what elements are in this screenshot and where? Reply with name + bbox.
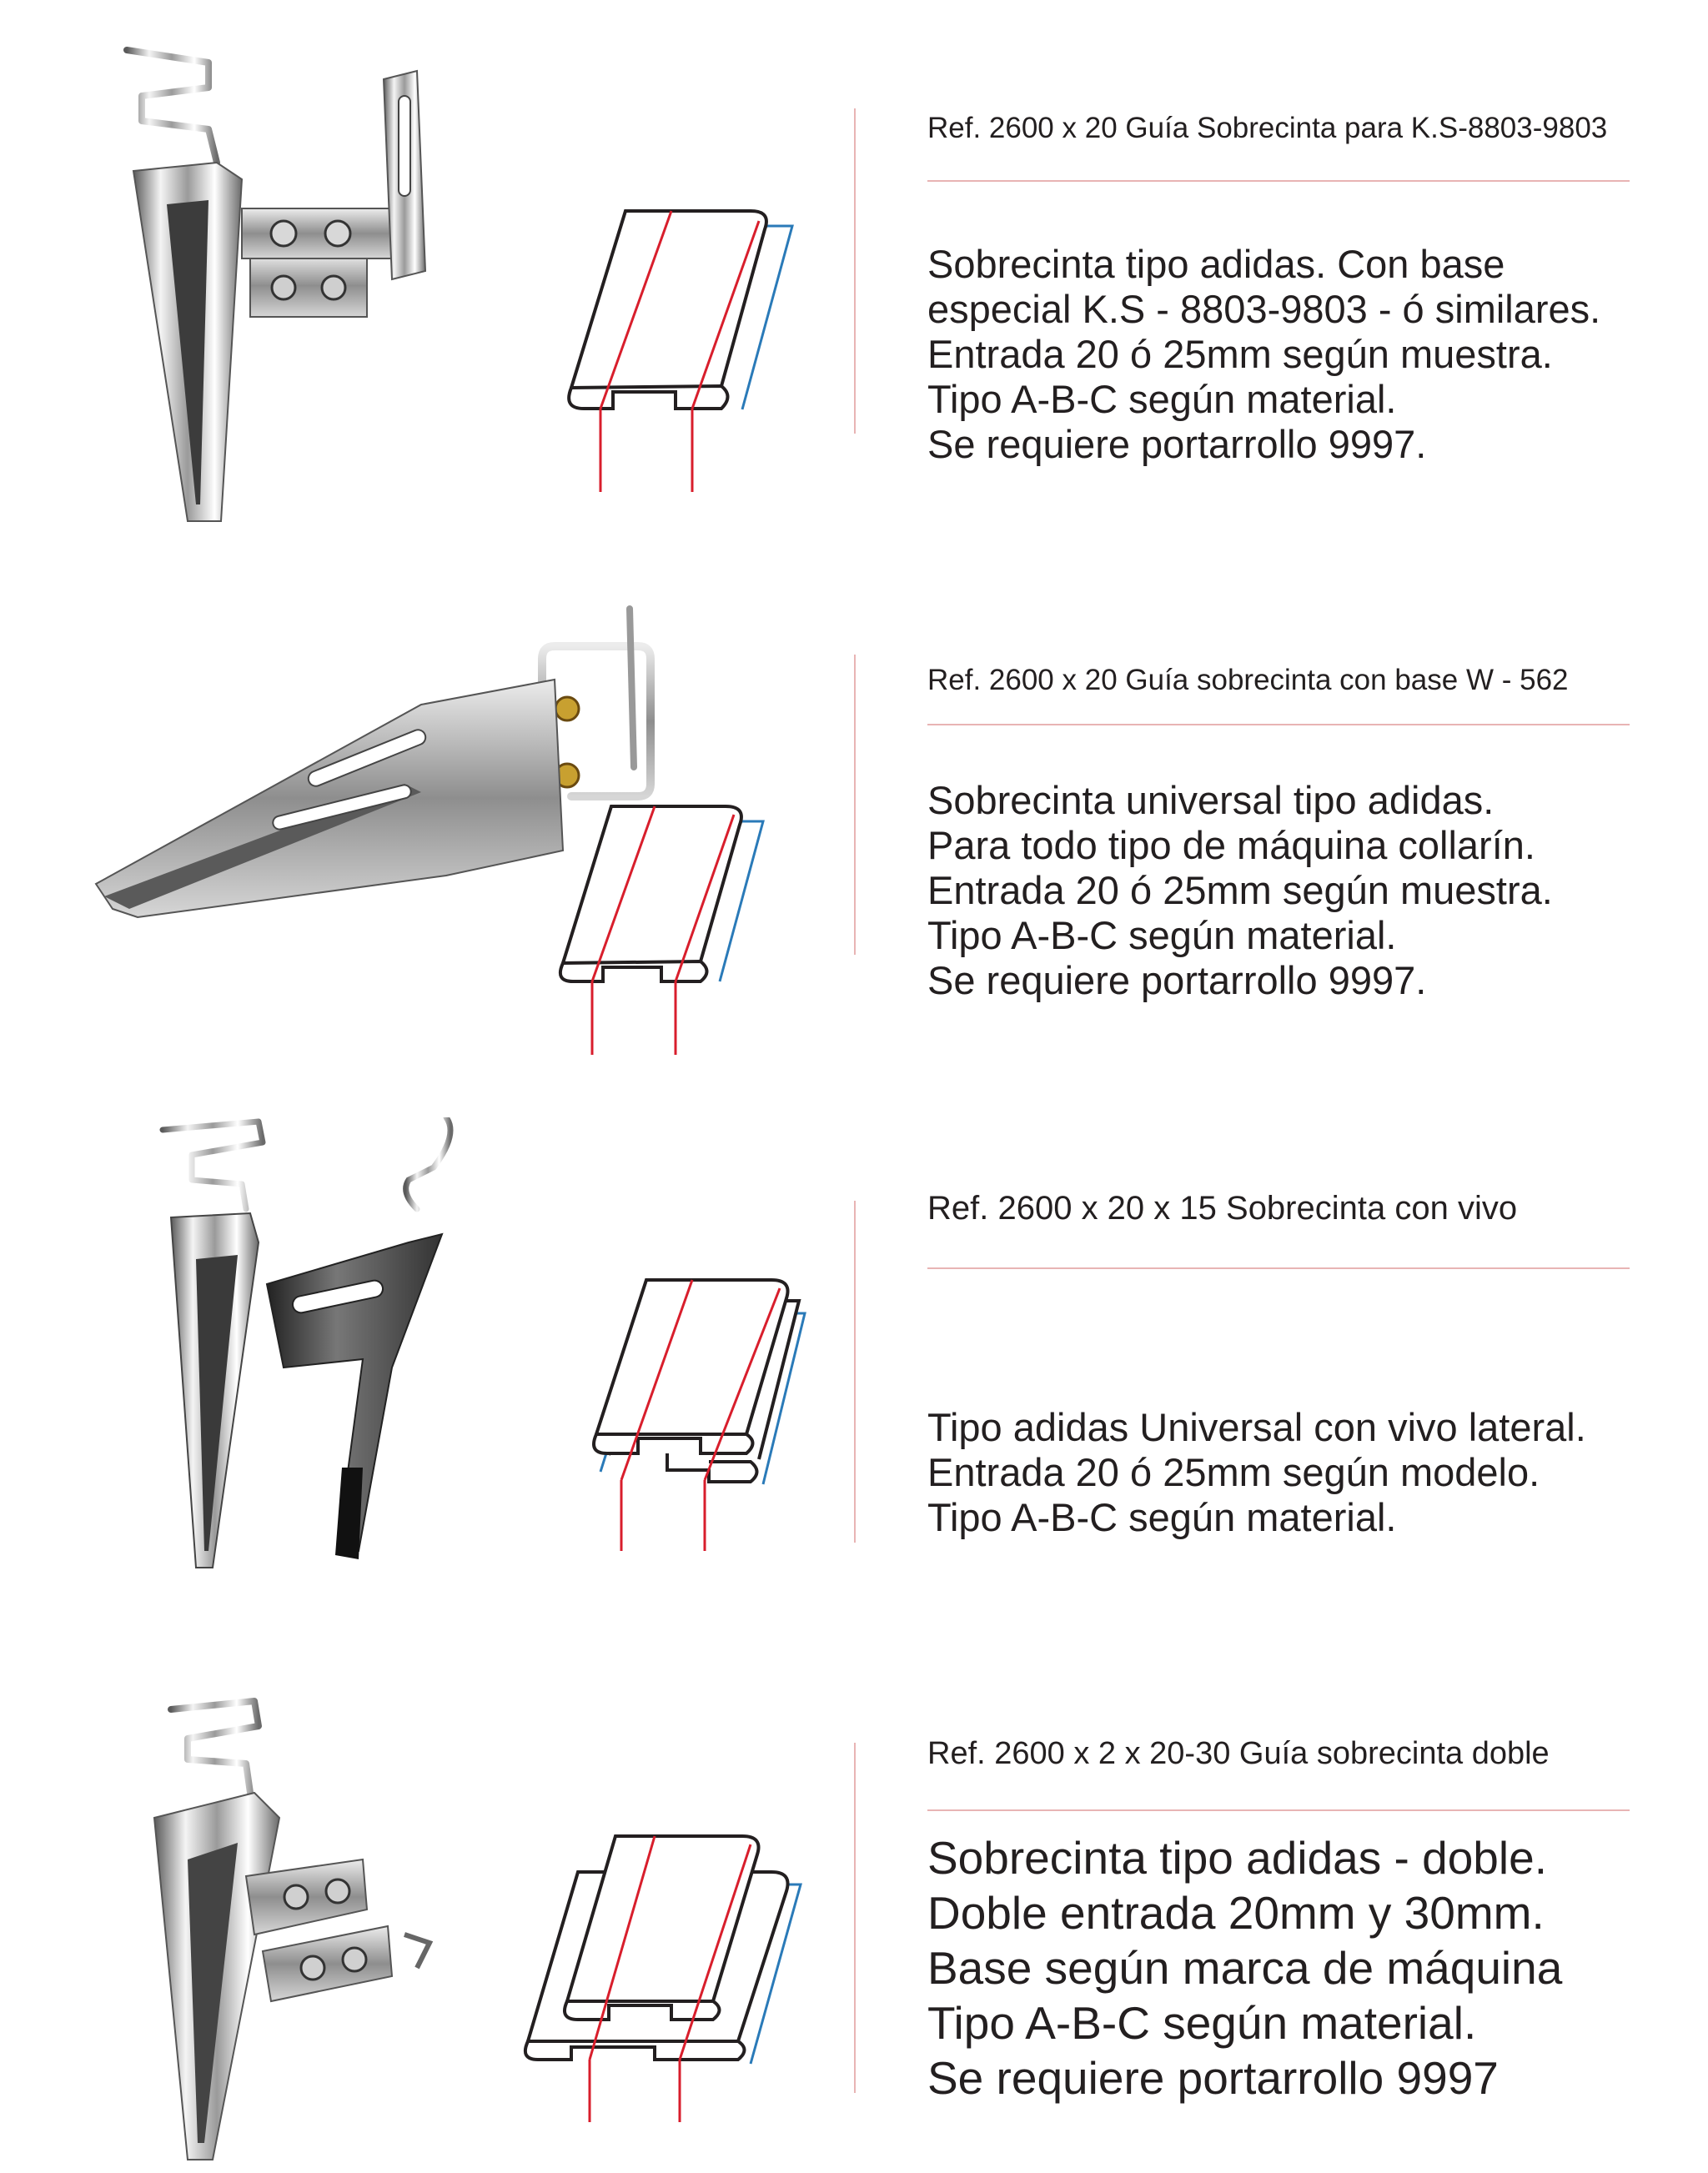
- product-2: [0, 534, 1708, 1067]
- product-3-description: [927, 1405, 1661, 1540]
- section-3-divider-vertical: [854, 1201, 856, 1543]
- binder-attachment-4-photo: [138, 1693, 488, 2168]
- desc-line: Sobrecinta tipo adidas. Con base: [927, 242, 1505, 286]
- binder-attachment-3-photo: [158, 1117, 525, 1584]
- binder-attachment-1-photo: [117, 38, 475, 529]
- product-4-description: [927, 1830, 1661, 2105]
- product-1: [0, 0, 1708, 534]
- section-2-divider-vertical: [854, 655, 856, 955]
- desc-line: Tipo A-B-C según material.: [927, 913, 1397, 957]
- desc-line: Base según marca de máquina: [927, 1942, 1563, 1994]
- product-4: [0, 1601, 1708, 2173]
- product-2-ref: Ref. 2600 x 20 Guía sobrecinta con base W - 562: [927, 664, 1569, 696]
- desc-line: Se requiere portarrollo 9997.: [927, 958, 1427, 1002]
- desc-line: Entrada 20 ó 25mm según muestra.: [927, 332, 1553, 376]
- desc-line: especial K.S - 8803-9803 - ó similares.: [927, 287, 1601, 331]
- binder-diagram-2: [555, 796, 771, 1063]
- desc-line: Se requiere portarrollo 9997: [927, 2052, 1499, 2104]
- binder-diagram-3: [584, 1272, 817, 1555]
- product-3: [0, 1067, 1708, 1601]
- product-1-ref: Ref. 2600 x 20 Guía Sobrecinta para K.S-8803-9803: [927, 112, 1608, 144]
- product-2-rule: [927, 724, 1630, 725]
- product-3-ref: Ref. 2600 x 20 x 15 Sobrecinta con vivo: [927, 1190, 1518, 1227]
- binder-diagram-1: [563, 204, 805, 496]
- product-1-rule: [927, 180, 1630, 182]
- desc-line: Sobrecinta universal tipo adidas.: [927, 778, 1494, 822]
- section-4-divider-vertical: [854, 1743, 856, 2093]
- desc-line: Tipo adidas Universal con vivo lateral.: [927, 1405, 1586, 1449]
- product-3-rule: [927, 1267, 1630, 1269]
- desc-line: Se requiere portarrollo 9997.: [927, 422, 1427, 466]
- desc-line: Sobrecinta tipo adidas - doble.: [927, 1832, 1547, 1884]
- desc-line: Tipo A-B-C según material.: [927, 1495, 1397, 1539]
- desc-line: Tipo A-B-C según material.: [927, 377, 1397, 421]
- binder-diagram-4: [521, 1826, 817, 2126]
- product-2-description: [927, 778, 1661, 1003]
- desc-line: Entrada 20 ó 25mm según modelo.: [927, 1450, 1540, 1494]
- product-4-rule: [927, 1809, 1630, 1811]
- desc-line: Entrada 20 ó 25mm según muestra.: [927, 868, 1553, 912]
- desc-line: Para todo tipo de máquina collarín.: [927, 823, 1535, 867]
- product-4-ref: Ref. 2600 x 2 x 20-30 Guía sobrecinta doble: [927, 1736, 1550, 1771]
- desc-line: Doble entrada 20mm y 30mm.: [927, 1887, 1545, 1939]
- desc-line: Tipo A-B-C según material.: [927, 1997, 1477, 2049]
- section-1-divider-vertical: [854, 108, 856, 434]
- product-1-description: [927, 242, 1661, 467]
